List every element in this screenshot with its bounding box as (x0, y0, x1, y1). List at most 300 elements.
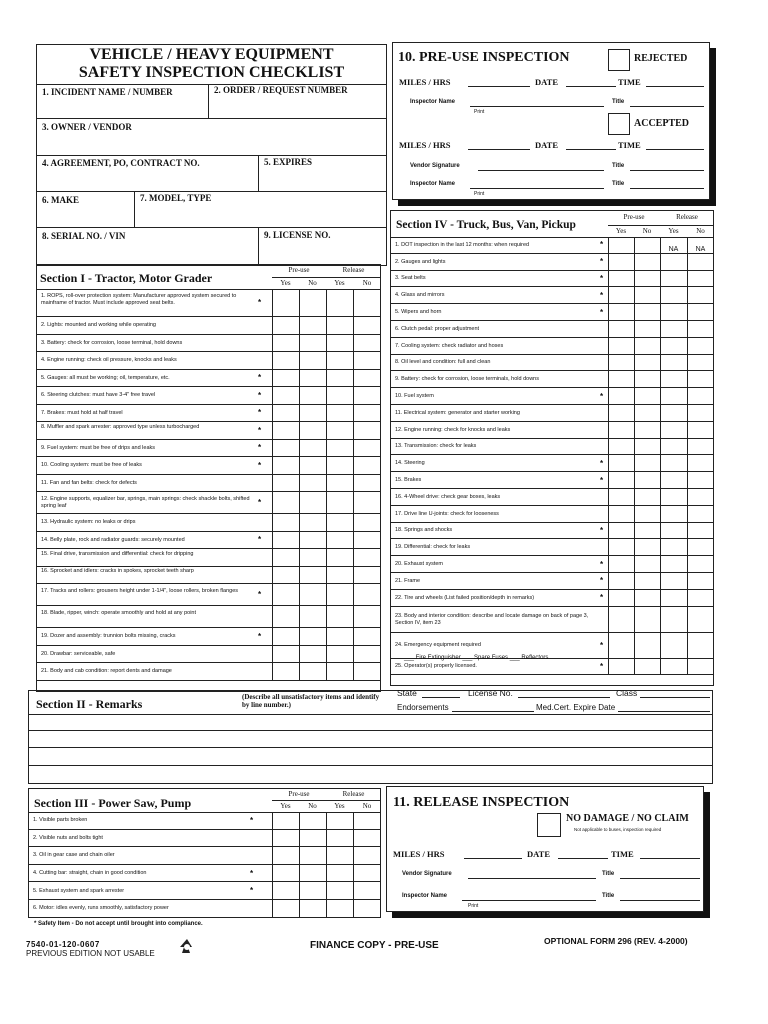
model-type-field[interactable]: 7. MODEL, TYPE (140, 193, 212, 203)
check-cell[interactable] (634, 489, 660, 506)
release-inspector-name-input[interactable] (462, 900, 596, 901)
check-cell[interactable] (326, 387, 353, 405)
checklist-item-text: 9. Battery: check for corrosion, loose terminals, hold downs (395, 376, 539, 383)
check-cell[interactable] (272, 646, 299, 664)
serial-vin-field[interactable]: 8. SERIAL NO. / VIN (42, 231, 126, 241)
section3-no-header-release: No (362, 802, 372, 810)
accepted-checkbox[interactable] (608, 113, 630, 135)
check-cell[interactable] (272, 628, 299, 646)
check-cell[interactable] (272, 335, 299, 353)
checklist-row (36, 514, 381, 532)
check-cell[interactable] (326, 812, 353, 830)
check-cell[interactable] (608, 439, 634, 456)
safety-star-icon: * (258, 425, 262, 435)
check-cell[interactable] (299, 900, 326, 918)
check-cell[interactable] (299, 475, 326, 493)
incident-name-field[interactable]: 1. INCIDENT NAME / NUMBER (42, 87, 173, 97)
check-cell[interactable] (687, 489, 714, 506)
check-cell[interactable] (687, 633, 714, 659)
check-cell[interactable] (353, 628, 381, 646)
no-damage-checkbox[interactable] (537, 813, 561, 837)
check-cell[interactable] (272, 847, 299, 865)
check-cell[interactable] (634, 371, 660, 388)
check-cell[interactable] (634, 659, 660, 676)
check-cell[interactable] (608, 388, 634, 405)
check-cell[interactable] (353, 492, 381, 514)
check-cell[interactable] (634, 287, 660, 304)
check-cell[interactable] (608, 254, 634, 271)
check-cell[interactable] (687, 338, 714, 355)
checklist-row (390, 455, 714, 472)
safety-star-icon: * (600, 475, 604, 485)
check-cell[interactable] (660, 455, 687, 472)
check-cell[interactable] (634, 556, 660, 573)
check-cell[interactable] (634, 355, 660, 372)
check-cell[interactable] (326, 663, 353, 681)
safety-star-icon: * (600, 640, 604, 650)
check-cell[interactable] (299, 405, 326, 423)
check-cell[interactable] (353, 865, 381, 883)
check-cell[interactable] (687, 607, 714, 633)
safety-star-icon: * (258, 443, 262, 453)
title-label: Title (612, 99, 625, 105)
check-cell[interactable] (634, 237, 660, 254)
check-cell[interactable] (687, 371, 714, 388)
check-cell[interactable] (326, 440, 353, 458)
check-cell[interactable] (353, 440, 381, 458)
check-cell[interactable] (634, 304, 660, 321)
check-cell[interactable] (353, 335, 381, 353)
order-number-field[interactable]: 2. ORDER / REQUEST NUMBER (214, 85, 348, 95)
check-cell[interactable] (299, 492, 326, 514)
check-cell[interactable] (353, 549, 381, 567)
check-cell[interactable] (634, 254, 660, 271)
check-cell[interactable] (299, 812, 326, 830)
check-cell[interactable] (660, 355, 687, 372)
safety-star-icon: * (258, 408, 262, 418)
check-cell[interactable] (272, 422, 299, 440)
checklist-row (28, 812, 381, 830)
check-cell[interactable] (272, 289, 299, 317)
check-cell[interactable] (608, 355, 634, 372)
check-cell[interactable] (299, 289, 326, 317)
check-cell[interactable] (608, 371, 634, 388)
checklist-item-text: 3. Oil in gear case and chain oiler (33, 852, 115, 859)
check-cell[interactable] (272, 830, 299, 848)
check-cell[interactable] (660, 607, 687, 633)
check-cell[interactable] (634, 338, 660, 355)
check-cell[interactable] (272, 900, 299, 918)
check-cell[interactable] (353, 812, 381, 830)
check-cell[interactable] (326, 847, 353, 865)
check-cell[interactable] (608, 455, 634, 472)
check-cell[interactable] (353, 352, 381, 370)
check-cell[interactable] (687, 321, 714, 338)
check-cell[interactable] (687, 422, 714, 439)
title-input-3[interactable] (630, 188, 704, 189)
check-cell[interactable] (299, 628, 326, 646)
section1-no-header-release: No (362, 279, 372, 287)
check-cell[interactable] (272, 865, 299, 883)
check-cell[interactable] (353, 646, 381, 664)
check-cell[interactable] (634, 573, 660, 590)
check-cell[interactable] (660, 633, 687, 659)
safety-star-icon: * (600, 593, 604, 603)
check-cell[interactable] (299, 317, 326, 335)
check-cell[interactable] (687, 405, 714, 422)
check-cell[interactable] (353, 847, 381, 865)
check-cell[interactable] (608, 506, 634, 523)
inspector-name-input[interactable] (470, 106, 604, 107)
check-cell[interactable] (353, 882, 381, 900)
check-cell[interactable] (353, 663, 381, 681)
check-cell[interactable] (299, 335, 326, 353)
check-cell[interactable] (272, 475, 299, 493)
check-cell[interactable] (634, 506, 660, 523)
check-cell[interactable] (687, 455, 714, 472)
check-cell[interactable] (326, 475, 353, 493)
miles-hrs-input-2[interactable] (468, 149, 530, 150)
check-cell[interactable] (353, 387, 381, 405)
checklist-row (390, 271, 714, 288)
section3-yes-header-release: Yes (334, 802, 345, 810)
miles-hrs-label: MILES / HRS (399, 77, 451, 87)
check-cell[interactable] (272, 514, 299, 532)
check-cell[interactable] (660, 304, 687, 321)
check-cell[interactable] (660, 254, 687, 271)
check-cell[interactable] (299, 422, 326, 440)
check-cell[interactable] (299, 457, 326, 475)
inspector-name-input-2[interactable] (470, 188, 604, 189)
checklist-item-text: 25. Operator(s) properly licensed. (395, 663, 477, 670)
check-cell[interactable] (687, 304, 714, 321)
check-cell[interactable] (687, 355, 714, 372)
check-cell[interactable] (326, 584, 353, 606)
check-cell[interactable] (299, 387, 326, 405)
checklist-row (36, 663, 381, 681)
check-cell[interactable] (634, 539, 660, 556)
check-cell[interactable] (660, 439, 687, 456)
license-no-input[interactable] (518, 697, 610, 698)
check-cell[interactable] (634, 607, 660, 633)
check-cell[interactable] (687, 439, 714, 456)
check-cell[interactable] (608, 489, 634, 506)
check-cell[interactable] (634, 633, 660, 659)
checklist-row (390, 287, 714, 304)
check-cell[interactable] (353, 567, 381, 585)
checklist-item-text: 11. Fan and fan belts: check for defects (41, 479, 137, 486)
medcert-input[interactable] (618, 711, 710, 712)
check-cell[interactable] (353, 370, 381, 388)
check-cell[interactable] (608, 556, 634, 573)
release-time-input[interactable] (640, 858, 700, 859)
emergency-equipment-options[interactable]: ___ Fire Extinguisher ___ Spare Fuses ___ Reflectors (404, 655, 549, 661)
check-cell[interactable] (272, 606, 299, 628)
check-cell[interactable] (326, 405, 353, 423)
expires-field[interactable]: 5. EXPIRES (264, 157, 313, 167)
check-cell[interactable] (660, 405, 687, 422)
checklist-item-text: 4. Engine running: check oil pressure, knocks and leaks (41, 357, 177, 364)
check-cell[interactable] (660, 422, 687, 439)
release-miles-input[interactable] (464, 858, 522, 859)
check-cell[interactable] (326, 289, 353, 317)
check-cell[interactable] (272, 352, 299, 370)
check-cell[interactable] (608, 237, 634, 254)
check-cell[interactable] (353, 405, 381, 423)
check-cell[interactable] (353, 514, 381, 532)
check-cell[interactable] (299, 567, 326, 585)
check-cell[interactable] (634, 422, 660, 439)
check-cell[interactable] (272, 549, 299, 567)
check-cell[interactable] (634, 590, 660, 607)
check-cell[interactable] (326, 457, 353, 475)
checklist-row (390, 338, 714, 355)
check-cell[interactable] (326, 422, 353, 440)
safety-star-icon: * (600, 391, 604, 401)
class-label: Class (616, 688, 638, 698)
rejected-label: REJECTED (634, 53, 688, 64)
agreement-field[interactable]: 4. AGREEMENT, PO, CONTRACT NO. (42, 158, 200, 168)
check-cell[interactable] (326, 628, 353, 646)
check-cell[interactable] (687, 472, 714, 489)
check-cell[interactable] (326, 370, 353, 388)
release-date-input[interactable] (558, 858, 608, 859)
checklist-item-text: 14. Steering (395, 460, 425, 467)
check-cell[interactable] (272, 405, 299, 423)
check-cell[interactable] (608, 523, 634, 540)
check-cell[interactable] (634, 271, 660, 288)
check-cell[interactable] (660, 539, 687, 556)
check-cell[interactable] (634, 523, 660, 540)
check-cell[interactable] (353, 830, 381, 848)
checklist-item-text: 2. Gauges and lights (395, 258, 446, 265)
check-cell[interactable] (272, 492, 299, 514)
date-input[interactable] (566, 86, 616, 87)
check-cell[interactable] (608, 287, 634, 304)
check-cell[interactable] (608, 633, 634, 659)
check-cell[interactable] (353, 475, 381, 493)
checklist-item-text: 4. Cutting bar: straight, chain in good condition (33, 870, 147, 877)
check-cell[interactable] (634, 455, 660, 472)
class-input[interactable] (640, 697, 710, 698)
check-cell[interactable] (687, 523, 714, 540)
check-cell[interactable] (353, 532, 381, 550)
check-cell[interactable] (272, 317, 299, 335)
date-input-2[interactable] (566, 149, 616, 150)
check-cell[interactable] (299, 663, 326, 681)
checklist-row (36, 335, 381, 353)
check-cell[interactable] (272, 532, 299, 550)
check-cell[interactable] (353, 900, 381, 918)
section2-note: (Describe all unsatisfactory items and identify by line number.) (242, 693, 380, 709)
check-cell[interactable] (272, 584, 299, 606)
state-input[interactable] (422, 697, 460, 698)
safety-star-icon: * (250, 886, 254, 896)
check-cell[interactable] (660, 506, 687, 523)
check-cell[interactable] (272, 812, 299, 830)
check-cell[interactable] (299, 882, 326, 900)
checklist-row (390, 321, 714, 338)
check-cell[interactable] (326, 549, 353, 567)
check-cell[interactable] (299, 532, 326, 550)
check-cell[interactable] (660, 523, 687, 540)
miles-hrs-input[interactable] (468, 86, 530, 87)
check-cell[interactable] (272, 663, 299, 681)
checklist-item-text: 19. Differential: check for leaks (395, 544, 471, 551)
checklist-item-text: 7. Brakes: must hold at half travel (41, 409, 123, 416)
check-cell[interactable] (299, 830, 326, 848)
check-cell[interactable] (687, 590, 714, 607)
endorsements-input[interactable] (452, 711, 534, 712)
owner-vendor-field[interactable]: 3. OWNER / VENDOR (42, 122, 132, 132)
form-title-line1: VEHICLE / HEAVY EQUIPMENT (89, 46, 334, 63)
title-input-2[interactable] (630, 170, 704, 171)
check-cell[interactable] (687, 506, 714, 523)
check-cell[interactable] (608, 573, 634, 590)
checklist-row (390, 607, 714, 633)
check-cell[interactable] (660, 371, 687, 388)
check-cell[interactable] (326, 335, 353, 353)
check-cell[interactable] (353, 584, 381, 606)
check-cell[interactable] (272, 882, 299, 900)
check-cell[interactable] (272, 457, 299, 475)
check-cell[interactable] (608, 422, 634, 439)
check-cell[interactable] (687, 556, 714, 573)
safety-star-icon: * (250, 868, 254, 878)
release-title-input[interactable] (620, 878, 700, 879)
section3-release-header: Release (342, 790, 365, 798)
make-field[interactable]: 6. MAKE (42, 195, 79, 205)
check-cell[interactable] (660, 573, 687, 590)
checklist-row (36, 646, 381, 664)
check-cell[interactable] (660, 388, 687, 405)
check-cell[interactable] (608, 321, 634, 338)
check-cell[interactable] (272, 370, 299, 388)
checklist-row (390, 489, 714, 506)
check-cell[interactable] (353, 289, 381, 317)
check-cell[interactable] (687, 659, 714, 676)
check-cell[interactable] (326, 514, 353, 532)
title-input[interactable] (630, 106, 704, 107)
check-cell[interactable] (608, 539, 634, 556)
inspector-name-label-2: Inspector Name (410, 181, 456, 187)
license-no-field[interactable]: 9. LICENSE NO. (264, 230, 331, 240)
check-cell[interactable] (660, 659, 687, 676)
release-title-input-2[interactable] (620, 900, 700, 901)
check-cell[interactable] (353, 422, 381, 440)
check-cell[interactable] (687, 254, 714, 271)
check-cell[interactable] (299, 646, 326, 664)
check-cell[interactable] (326, 317, 353, 335)
check-cell[interactable] (660, 472, 687, 489)
check-cell[interactable] (687, 287, 714, 304)
check-cell[interactable] (326, 352, 353, 370)
check-cell[interactable] (326, 532, 353, 550)
checklist-item-text: 15. Brakes (395, 477, 422, 484)
check-cell[interactable] (326, 830, 353, 848)
check-cell[interactable] (326, 567, 353, 585)
check-cell[interactable] (660, 590, 687, 607)
checklist-row (36, 440, 381, 458)
check-cell[interactable] (272, 440, 299, 458)
time-input[interactable] (646, 86, 704, 87)
release-vendor-signature-input[interactable] (468, 878, 596, 879)
check-cell[interactable] (299, 370, 326, 388)
check-cell[interactable] (299, 584, 326, 606)
check-cell[interactable] (660, 287, 687, 304)
check-cell[interactable] (634, 388, 660, 405)
check-cell[interactable] (326, 646, 353, 664)
check-cell[interactable] (299, 847, 326, 865)
checklist-row (36, 317, 381, 335)
safety-star-icon: * (600, 307, 604, 317)
check-cell[interactable] (634, 405, 660, 422)
check-cell[interactable] (634, 472, 660, 489)
check-cell[interactable] (608, 659, 634, 676)
check-cell[interactable] (608, 472, 634, 489)
rejected-checkbox[interactable] (608, 49, 630, 71)
safety-star-icon: * (600, 273, 604, 283)
check-cell[interactable] (299, 440, 326, 458)
check-cell[interactable] (299, 865, 326, 883)
check-cell[interactable] (608, 590, 634, 607)
check-cell[interactable] (326, 606, 353, 628)
check-cell[interactable] (353, 457, 381, 475)
check-cell[interactable] (660, 489, 687, 506)
check-cell[interactable] (687, 388, 714, 405)
check-cell[interactable] (687, 573, 714, 590)
check-cell[interactable] (326, 865, 353, 883)
check-cell[interactable] (687, 271, 714, 288)
section3-preuse-header: Pre-use (288, 790, 310, 798)
check-cell[interactable] (299, 606, 326, 628)
check-cell[interactable] (299, 549, 326, 567)
form-title-line2: SAFETY INSPECTION CHECKLIST (78, 64, 345, 81)
time-input-2[interactable] (646, 149, 704, 150)
check-cell[interactable] (299, 514, 326, 532)
checklist-row (390, 573, 714, 590)
checklist-row (36, 422, 381, 440)
check-cell[interactable] (687, 539, 714, 556)
checklist-item-text: 17. Tracks and rollers: grousers height under 1-1/4", loose rollers, broken flanges (41, 588, 239, 594)
check-cell[interactable] (326, 900, 353, 918)
checklist-item-text: 5. Gauges: all must be working; oil, temperature, etc. (41, 374, 170, 381)
check-cell[interactable] (608, 607, 634, 633)
check-cell[interactable] (608, 304, 634, 321)
section4-preuse-header: Pre-use (623, 213, 645, 221)
check-cell[interactable] (353, 606, 381, 628)
checklist-item-text: 1. DOT inspection in the last 12 months: when required (395, 241, 530, 248)
check-cell[interactable] (299, 352, 326, 370)
check-cell[interactable] (326, 882, 353, 900)
check-cell[interactable] (272, 387, 299, 405)
check-cell[interactable] (608, 405, 634, 422)
check-cell[interactable] (660, 271, 687, 288)
check-cell[interactable] (272, 567, 299, 585)
section1-preuse-header: Pre-use (288, 266, 310, 274)
check-cell[interactable] (634, 439, 660, 456)
check-cell[interactable] (660, 321, 687, 338)
check-cell[interactable] (326, 492, 353, 514)
check-cell[interactable] (660, 556, 687, 573)
check-cell[interactable] (660, 338, 687, 355)
checklist-item-text: 2. Visible nuts and bolts tight (33, 834, 103, 841)
check-cell[interactable] (634, 321, 660, 338)
check-cell[interactable] (353, 317, 381, 335)
check-cell[interactable] (608, 338, 634, 355)
vendor-signature-input[interactable] (478, 170, 604, 171)
check-cell[interactable] (608, 271, 634, 288)
